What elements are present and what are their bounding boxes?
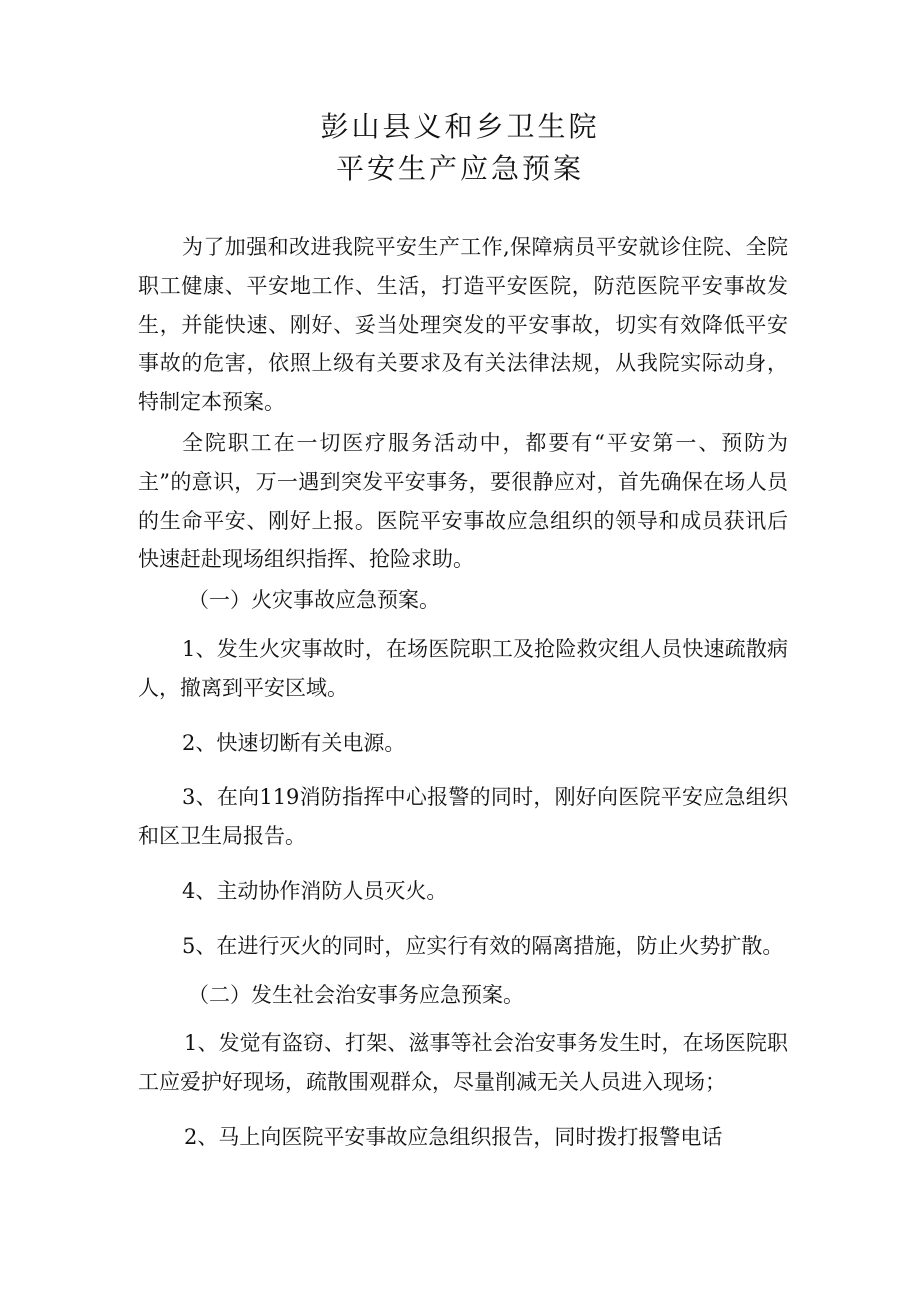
list-item-fire-3: 3、在向119消防指挥中心报警的同时，刚好向医院平安应急组织和区卫生局报告。 <box>138 785 788 849</box>
paragraph-intro: 为了加强和改进我院平安生产工作,保障病员平安就诊住院、全院职工健康、平安地工作、生活，打造平安医院，防范医院平安事故发生，并能快速、刚好、妥当处理突发的平安事故，切实有效降低平安事故的危害，依照上级有关要求及有关法律法规，从我院实际动身，特制定本预案。 <box>138 235 788 415</box>
list-item-fire-5: 5、在进行灭火的同时，应实行有效的隔离措施，防止火势扩散。 <box>182 933 784 958</box>
section-heading-public-security: （二）发生社会治安事务应急预案。 <box>188 982 524 1007</box>
title-line-2: 平安生产应急预案 <box>335 152 584 185</box>
list-item-security-2: 2、马上向医院平安事故应急组织报告，同时拨打报警电话 <box>184 1124 723 1149</box>
list-item-fire-4: 4、主动协作消防人员灭火。 <box>182 878 448 903</box>
list-item-fire-2: 2、快速切断有关电源。 <box>182 730 406 755</box>
paragraph-safety-awareness: 全院职工在一切医疗服务活动中，都要有“平安第一、预防为主”的意识，万一遇到突发平安事务，要很静应对，首先确保在场人员的生命平安、刚好上报。医院平安事故应急组织的领导和成员获讯后快速赶赴现场组织指挥、抢险求助。 <box>138 430 788 572</box>
list-item-fire-1: 1、发生火灾事故时，在场医院职工及抢险救灾组人员快速疏散病人，撤离到平安区域。 <box>138 636 788 700</box>
section-heading-fire: （一）火灾事故应急预案。 <box>188 588 440 613</box>
document-body <box>138 228 788 1157</box>
list-item-security-1: 1、发觉有盗窃、打架、滋事等社会治安事务发生时，在场医院职工应爱护好现场，疏散围观群众，尽量削减无关人员进入现场； <box>138 1031 788 1095</box>
title-line-1: 彭山县义和乡卫生院 <box>320 110 600 143</box>
document-title <box>0 106 920 190</box>
